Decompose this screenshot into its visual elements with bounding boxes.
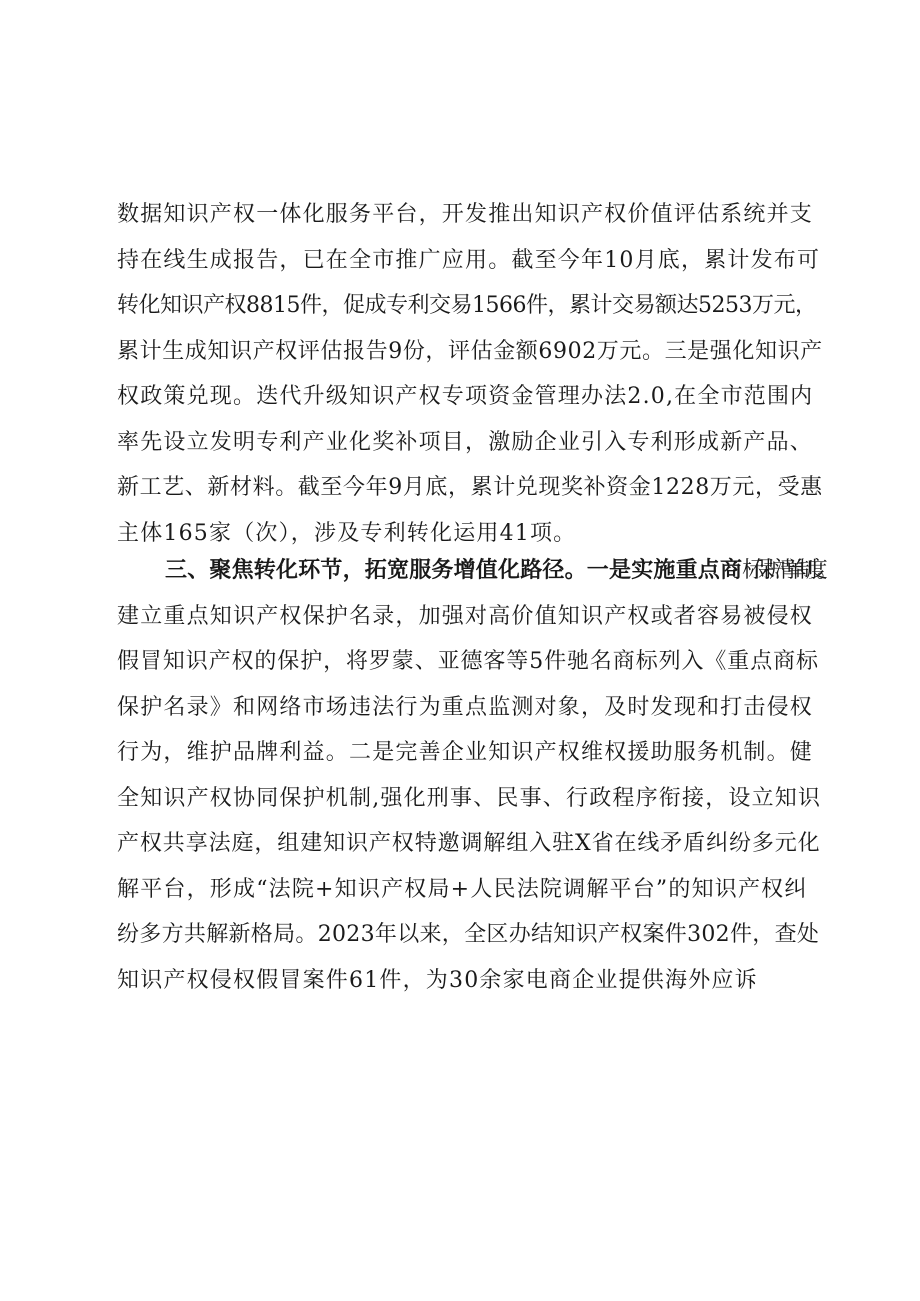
- paragraph-1-line: 主体165家（次），涉及专利转化运用41项。: [117, 520, 577, 546]
- paragraph-1-line: 新工艺、新材料。截至今年9月底，累计兑现奖补资金1228万元，受惠: [117, 475, 823, 500]
- paragraph-2-line: 产权共享法庭，组建知识产权特邀调解组入驻X省在线矛盾纠纷多元化: [117, 831, 821, 856]
- paragraph-2-line: 知识产权侵权假冒案件61件，为30余家电商企业提供海外应诉: [117, 967, 758, 993]
- paragraph-1-line: 数据知识产权一体化服务平台，开发推出知识产权价值评估系统并支: [117, 202, 814, 227]
- paragraph-1-line: 持在线生成报告，已在全市推广应用。截至今年10月底，累计发布可: [117, 247, 821, 273]
- paragraph-2-line: 行为，维护品牌利益。二是完善企业知识产权维权援助服务机制。健: [117, 740, 814, 765]
- paragraph-2-line: 纷多方共解新格局。2023年以来，全区办结知识产权案件302件，查处: [117, 922, 820, 947]
- paragraph-2: [117, 548, 827, 1003]
- paragraph-1-line: 率先设立发明专利产业化奖补项目，激励企业引入专利形成新产品、: [117, 429, 814, 455]
- paragraph-1-line: 转化知识产权8815件，促成专利交易1566件，累计交易额达5253万元，: [117, 293, 817, 318]
- paragraph-2-line: 建立重点知识产权保护名录，加强对高价值知识产权或者容易被侵权: [117, 603, 814, 629]
- paragraph-1: [117, 192, 827, 556]
- section-heading: 三、聚焦转化环节，拓宽服务增值化路径。一是实施重点商: [165, 558, 743, 583]
- paragraph-2-line: 保护名录》和网络市场违法行为重点监测对象，及时发现和打击侵权: [117, 694, 814, 720]
- paragraph-2-line: 全知识产权协同保护机制,强化刑事、民事、行政程序衔接，设立知识: [117, 785, 822, 811]
- paragraph-2-line: 假冒知识产权的保护，将罗蒙、亚德客等5件驰名商标列入《重点商标: [117, 649, 819, 674]
- paragraph-2-line: 解平台，形成“法院+知识产权局+人民法院调解平台”的知识产权纠: [117, 876, 808, 902]
- paragraph-1-line: 累计生成知识产权评估报告9份，评估金额6902万元。三是强化知识产: [117, 338, 823, 364]
- paragraph-1-line: 权政策兑现。迭代升级知识产权专项资金管理办法2.0,在全市范围内: [117, 384, 814, 409]
- section-heading-rest: 标保护清单制度。: [742, 558, 828, 583]
- paragraph-2-first-line: [117, 548, 827, 594]
